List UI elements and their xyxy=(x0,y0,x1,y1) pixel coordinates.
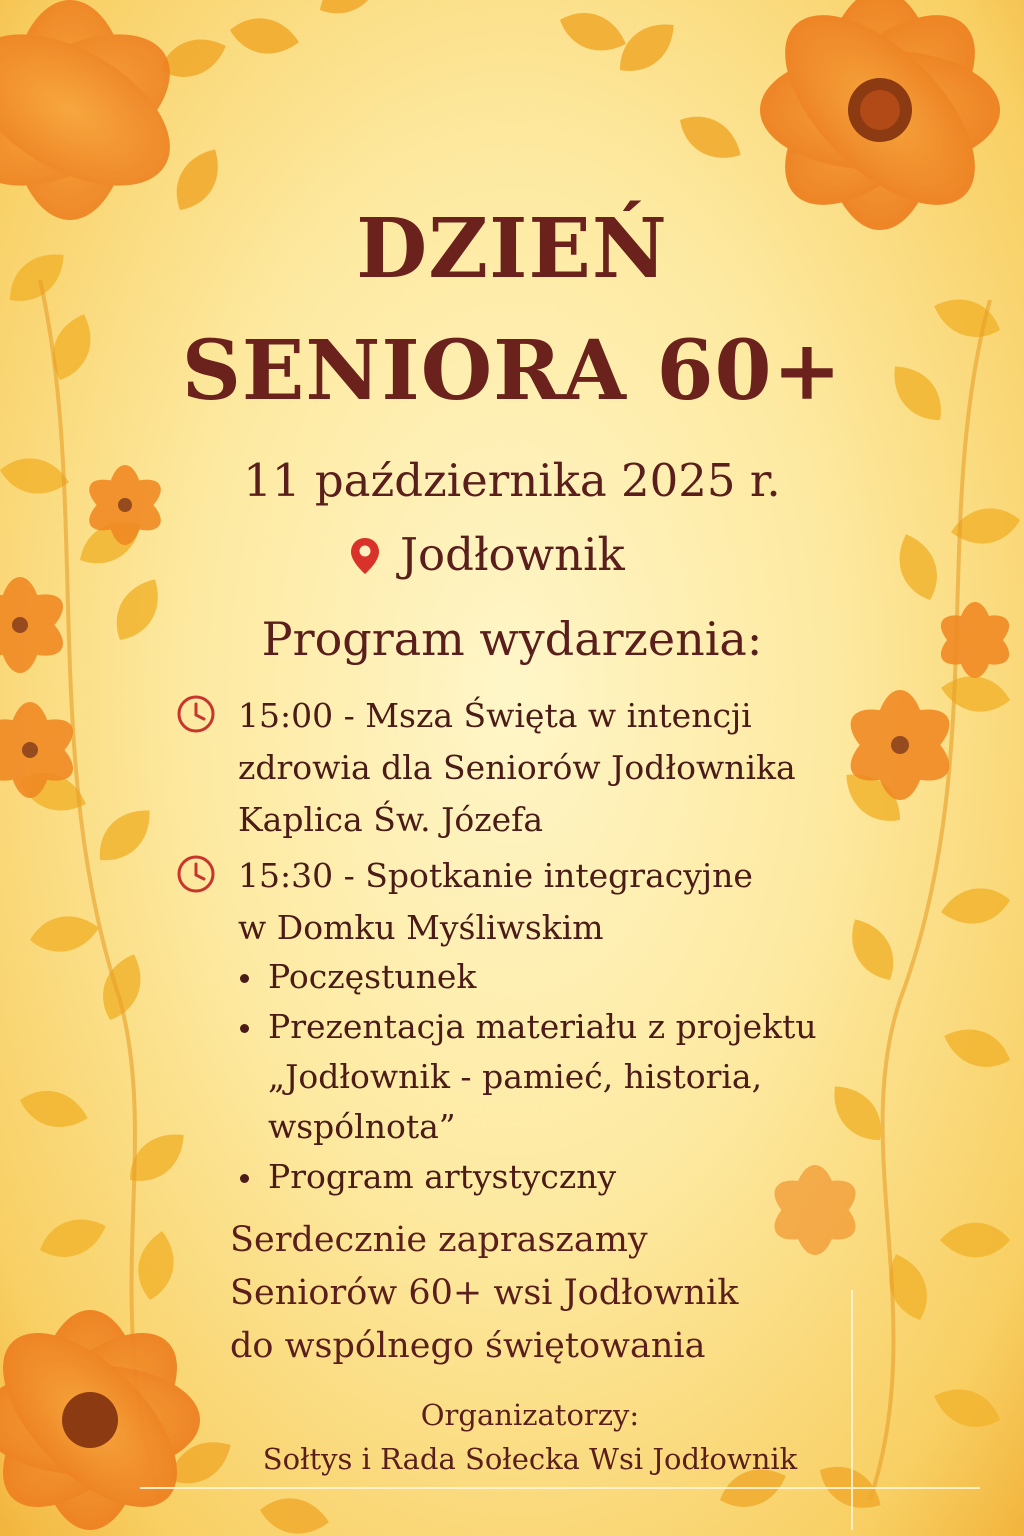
location-pin-icon xyxy=(350,537,380,575)
schedule-line: zdrowia dla Seniorów Jodłownika xyxy=(238,748,796,787)
schedule-line: w Domku Myśliwskim xyxy=(238,908,604,947)
bullet-item: Program artystyczny xyxy=(238,1152,858,1202)
organizers-heading: Organizatorzy: xyxy=(420,1398,640,1432)
program-bullets xyxy=(238,952,858,1202)
clock-icon xyxy=(176,854,216,894)
program-heading: Program wydarzenia: xyxy=(261,612,763,666)
schedule-line: 15:00 - Msza Święta w intencji xyxy=(238,696,752,735)
bullet-item: Prezentacja materiału z projektu xyxy=(238,1002,858,1052)
invitation-line: do wspólnego świętowania xyxy=(230,1326,706,1366)
invitation-line: Seniorów 60+ wsi Jodłownik xyxy=(230,1273,739,1313)
organizers-block xyxy=(0,1393,1024,1481)
event-location xyxy=(350,528,750,581)
title-line-2: SENIORA 60+ xyxy=(181,323,843,419)
bullet-continuation: „Jodłownik - pamieć, historia, xyxy=(268,1057,763,1096)
schedule-line: 15:30 - Spotkanie integracyjne xyxy=(238,856,753,895)
organizers-names: Sołtys i Rada Sołecka Wsi Jodłownik xyxy=(262,1442,798,1476)
bullet-item: Poczęstunek xyxy=(238,952,858,1002)
clock-icon xyxy=(176,694,216,734)
schedule-line: Kaplica Św. Józefa xyxy=(238,800,544,839)
location-label: Jodłownik xyxy=(400,528,625,581)
bullet-continuation: wspólnota” xyxy=(268,1107,456,1146)
event-date: 11 października 2025 r. xyxy=(243,454,781,507)
invitation-text xyxy=(230,1214,850,1373)
invitation-line: Serdecznie zapraszamy xyxy=(230,1220,648,1260)
title-line-1: DZIEŃ xyxy=(356,201,668,297)
